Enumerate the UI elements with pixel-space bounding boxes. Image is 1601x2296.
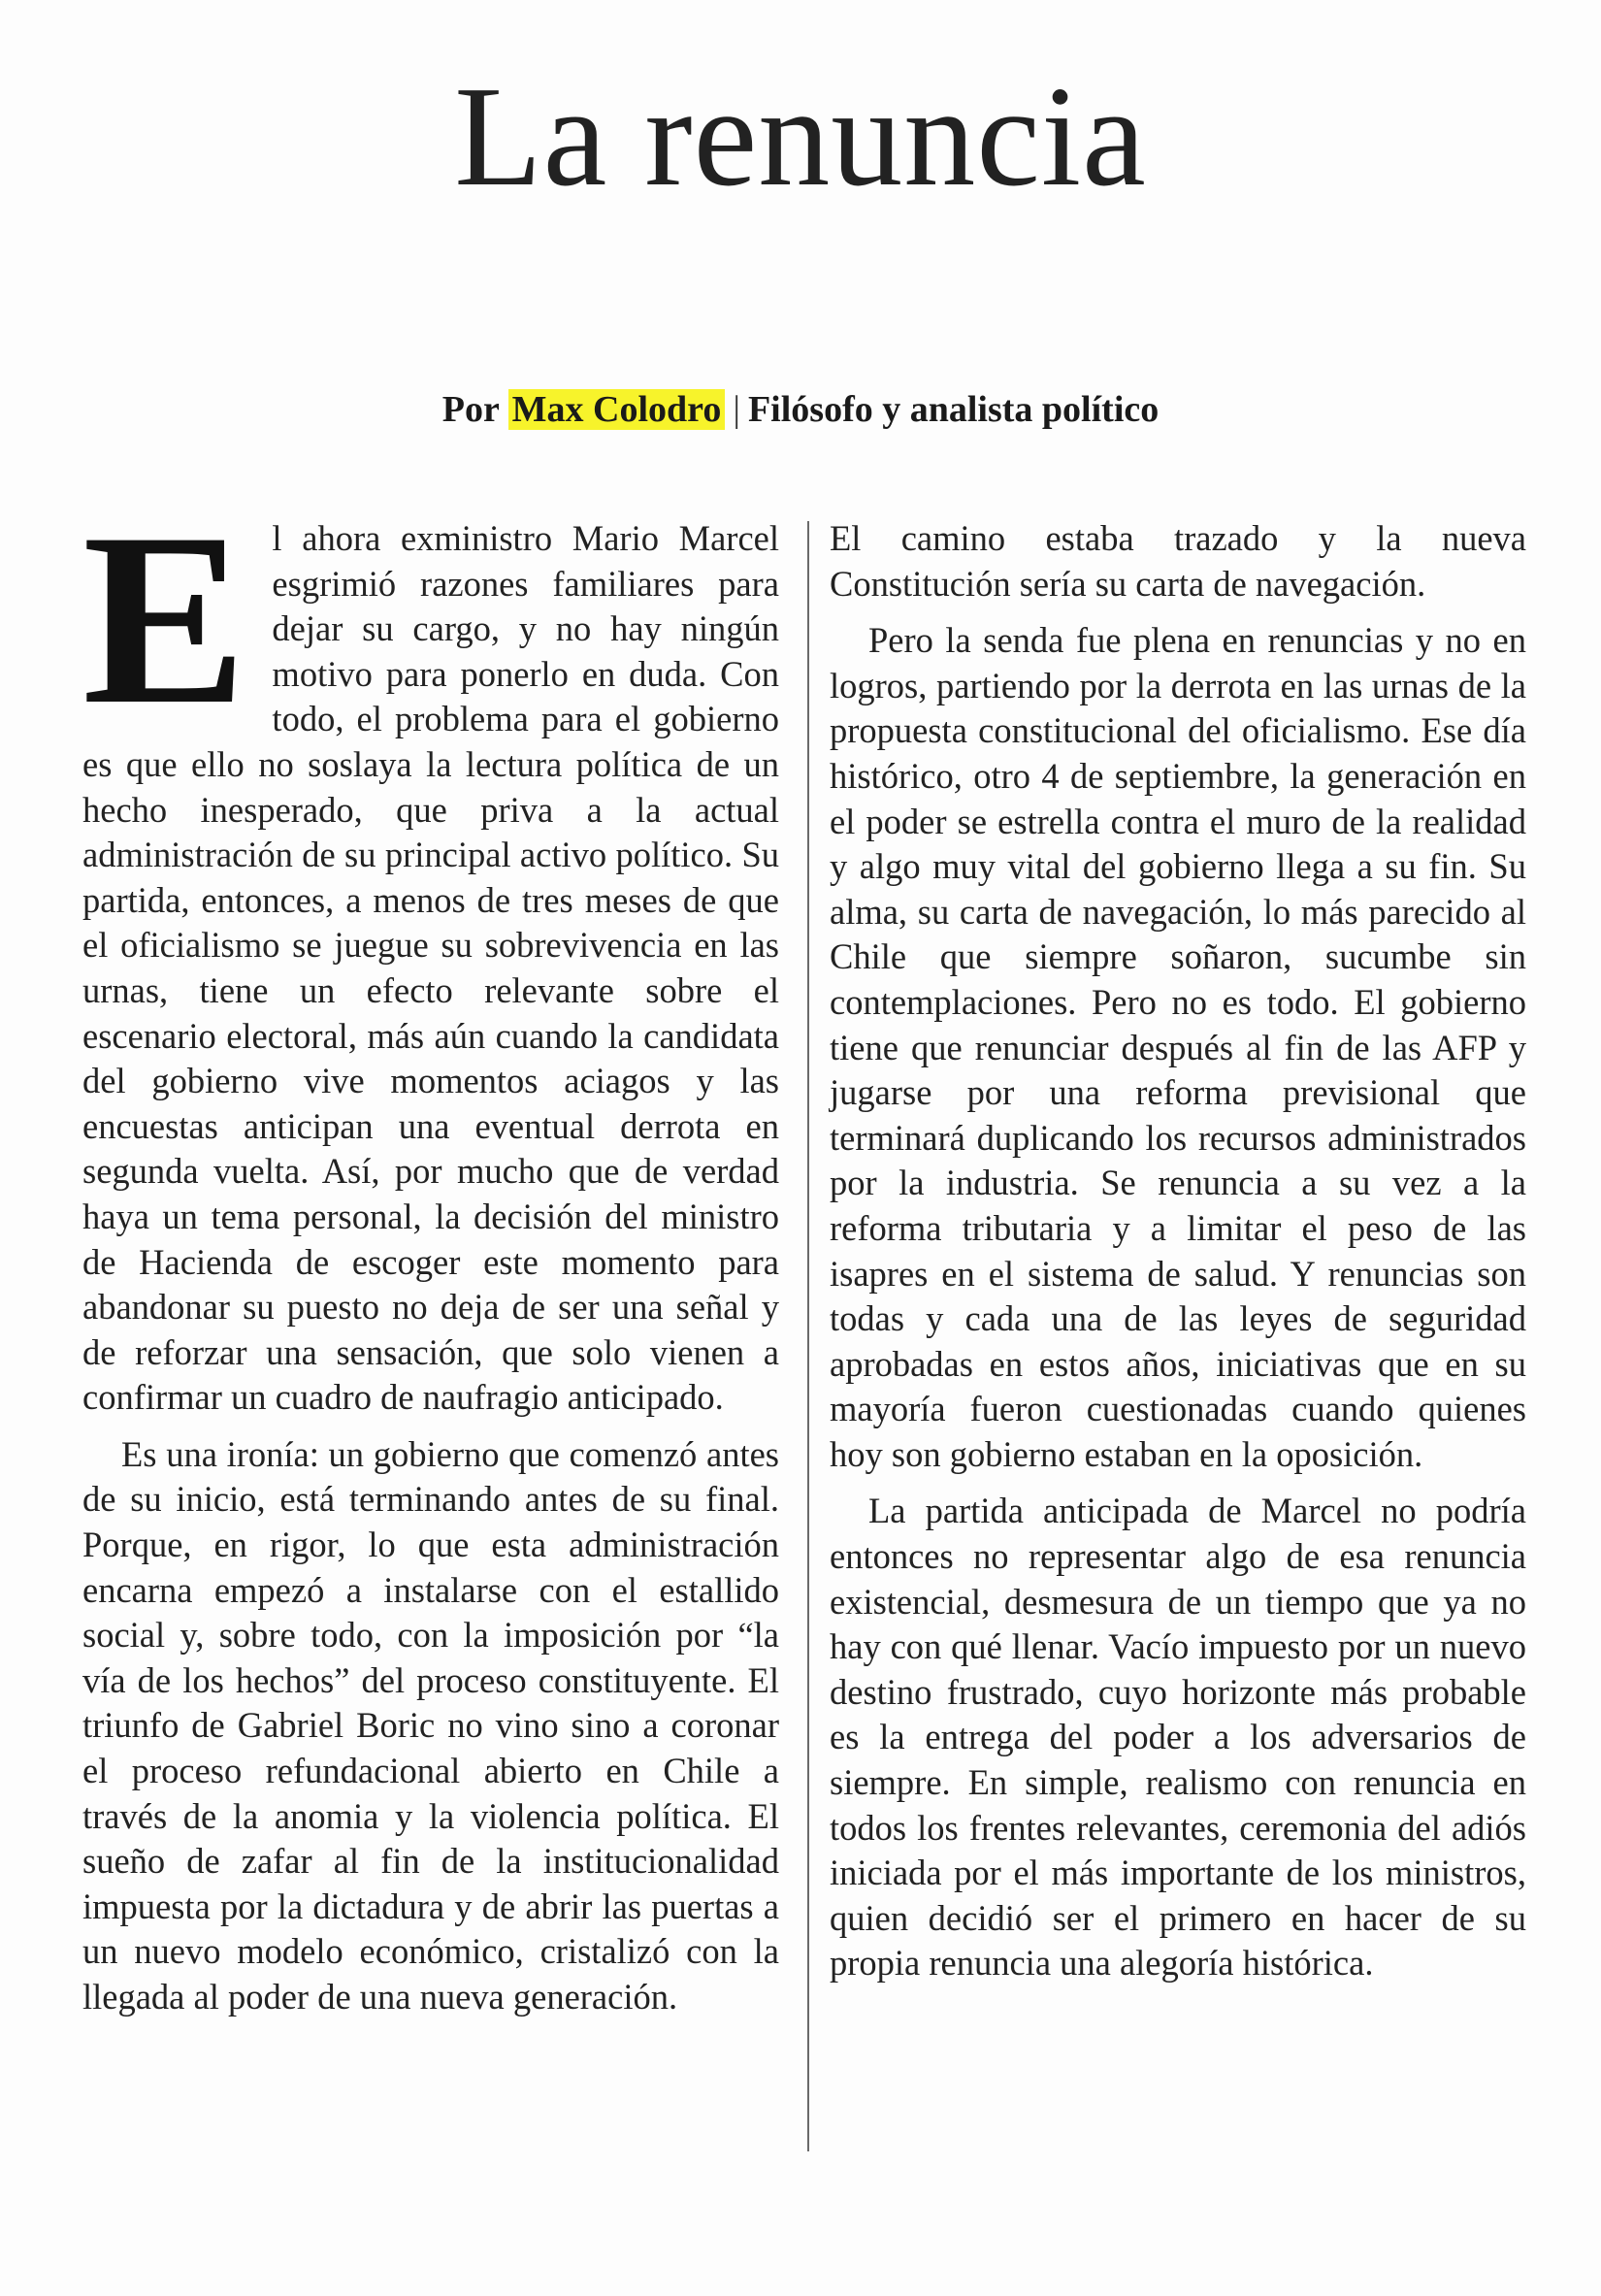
paragraph-1 (82, 482, 779, 1421)
author-role: Filósofo y analista político (747, 389, 1160, 430)
paragraph-1-text: l ahora exministro Mario Marcel esgrimió razones familiares para dejar su cargo, y no hay ningún motivo para ponerlo en duda. Con todo, el problema para el gobierno es que ello no soslaya la lectura política de un hecho inesperado, que priva a la actual administración de su principal activo político. Su partida, entonces, a menos de tres meses de que el oficialismo se juegue su sobrevivencia en las urnas, tiene un efecto relevante sobre el escenario electoral, más aún cuando la candidata del gobierno vive momentos aciagos y las encuestas anticipan una eventual derrota en segunda vuelta. Así, por mucho que de verdad haya un tema personal, la decisión del ministro de Hacienda de escoger este momento para abandonar su puesto no deja de ser una señal y de reforzar una sensación, que solo vienen a confirmar un cuadro de naufragio anticipado. (82, 518, 779, 1418)
byline-prefix: Por (441, 389, 500, 430)
article-column-left (82, 482, 779, 2166)
paragraph-3: El camino estaba trazado y la nueva Constitución sería su carta de navegación. (830, 518, 1526, 604)
paragraph-5: La partida anticipada de Marcel no podría entonces no representar algo de esa renuncia existencial, desmesura de un tiempo que ya no hay con qué llenar. Vacío impuesto por un nuevo destino frustrado, cuyo horizonte más probable es la entrega del poder a los adversarios de siempre. En simple, realismo con renuncia en todos los frentes relevantes, ceremonia del adiós iniciada por el más importante de los ministros, quien decidió ser el primero en hacer de su propia renuncia una alegoría histórica. (830, 1491, 1526, 1984)
article-column-right (830, 516, 1526, 2166)
paragraph-4: Pero la senda fue plena en renuncias y no en logros, partiendo por la derrota en las urnas de la propuesta constitucional del oficialismo. Ese día histórico, otro 4 de septiembre, la generación en el poder se estrella contra el muro de la realidad y algo muy vital del gobierno llega a su fin. Su alma, su carta de navegación, lo más parecido al Chile que siempre soñaron, sucumbe sin contemplaciones. Pero no es todo. El gobierno tiene que renunciar después al fin de las AFP y jugarse por una reforma previsional que terminará duplicando los recursos administrados por la industria. Se renuncia a su vez a la reforma tributaria y a limitar el peso de las isapres en el sistema de salud. Y renuncias son todas y cada una de las leyes de seguridad aprobadas en estos años, iniciativas que en su mayoría fueron cuestionadas cuando quienes hoy son gobierno estaban en la oposición. (830, 620, 1526, 1474)
paragraph-2: Es una ironía: un gobierno que comenzó antes de su inicio, está terminando antes de su final. Porque, en rigor, lo que esta administración encarna empezó a instalarse con el estallido social y, sobre todo, con la imposición por “la vía de los hechos” del proceso constituyente. El triunfo de Gabriel Boric no vino sino a coronar el proceso refundacional abierto en Chile a través de la anomia y la violencia política. El sueño de zafar al fin de la institucionalidad impuesta por la dictadura y de abrir las puertas a un nuevo modelo económico, cristalizó con la llegada al poder de una nueva generación. (82, 1433, 779, 2017)
column-divider (807, 521, 809, 2151)
drop-cap: E (82, 482, 247, 755)
article-title: La renuncia (454, 57, 1147, 216)
byline-separator: | (733, 389, 740, 430)
byline (0, 388, 1601, 431)
author-name: Max Colodro (508, 389, 726, 430)
